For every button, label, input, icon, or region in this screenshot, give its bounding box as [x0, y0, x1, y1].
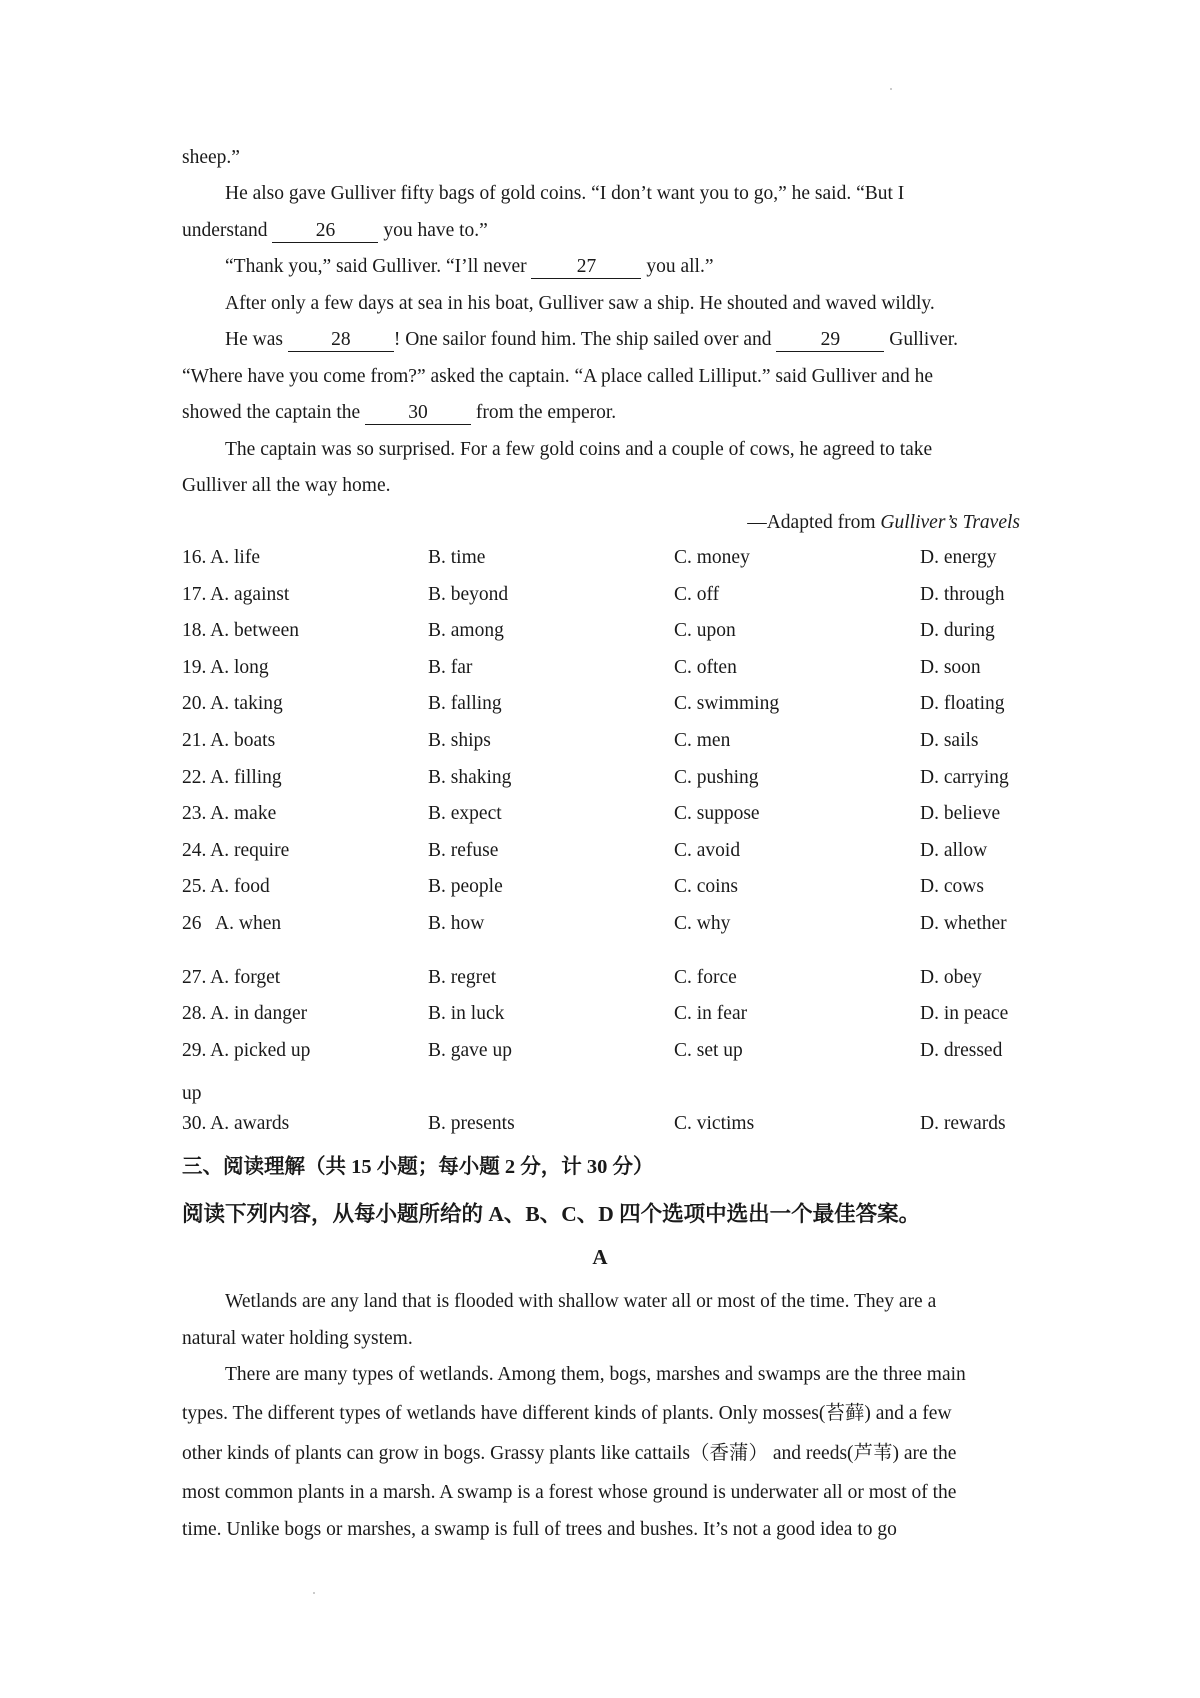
option-28-b: B. in luck — [428, 1003, 505, 1024]
credit-prefix: —Adapted from — [747, 512, 881, 533]
option-25-a: 25. A. food — [182, 876, 270, 897]
option-21-b: B. ships — [428, 730, 491, 751]
option-18-a: 18. A. between — [182, 620, 299, 641]
passage-line: sheep.” — [182, 147, 240, 168]
passage-line: types. The different types of wetlands have different kinds of plants. Only mosses(苔藓) and a few — [182, 1403, 952, 1424]
option-wrap-29: up — [182, 1083, 202, 1104]
option-26-b: B. how — [428, 913, 485, 934]
option-22-a: 22. A. filling — [182, 767, 282, 788]
option-26-a: 26 A. when — [182, 913, 282, 934]
option-23-c: C. suppose — [674, 803, 760, 824]
option-26-c: C. why — [674, 913, 731, 934]
passage-line: Gulliver all the way home. — [182, 475, 391, 496]
option-30-a: 30. A. awards — [182, 1113, 290, 1134]
option-27-a: 27. A. forget — [182, 967, 281, 988]
section-instruction: 阅读下列内容，从每小题所给的 A、B、C、D 四个选项中选出一个最佳答案。 — [182, 1202, 921, 1226]
option-24-c: C. avoid — [674, 840, 741, 861]
blank-28: 28 — [288, 329, 394, 352]
section-heading: 三、阅读理解（共 15 小题；每小题 2 分，计 30 分） — [182, 1156, 654, 1178]
option-16-a: 16. A. life — [182, 547, 260, 568]
option-16-b: B. time — [428, 547, 486, 568]
passage-line — [182, 217, 488, 245]
option-21-d: D. sails — [920, 730, 979, 751]
option-28-c: C. in fear — [674, 1003, 748, 1024]
option-25-c: C. coins — [674, 876, 738, 897]
passage-text: “Thank you,” said Gulliver. “I’ll never — [225, 256, 532, 277]
option-19-c: C. often — [674, 657, 737, 678]
passage-text: from the emperor. — [471, 402, 617, 423]
option-27-b: B. regret — [428, 967, 497, 988]
option-30-c: C. victims — [674, 1113, 755, 1134]
option-20-c: C. swimming — [674, 693, 780, 714]
option-19-d: D. soon — [920, 657, 981, 678]
part-label: A — [592, 1245, 608, 1269]
passage-line: The captain was so surprised. For a few gold coins and a couple of cows, he agreed to take — [225, 439, 933, 460]
option-16-d: D. energy — [920, 547, 997, 568]
credit-title: Gulliver’s Travels — [880, 512, 1020, 533]
blank-27: 27 — [531, 256, 641, 279]
option-28-a: 28. A. in danger — [182, 1003, 308, 1024]
passage-text: Gulliver. — [884, 329, 959, 350]
passage-line: After only a few days at sea in his boat, Gulliver saw a ship. He shouted and waved wildly. — [225, 293, 935, 314]
passage-text: you have to.” — [378, 220, 488, 241]
passage-line: other kinds of plants can grow in bogs. Grassy plants like cattails（香蒲） and reeds(芦苇) are the — [182, 1443, 957, 1464]
option-22-b: B. shaking — [428, 767, 512, 788]
option-17-d: D. through — [920, 584, 1005, 605]
blank-26: 26 — [272, 220, 378, 243]
option-29-d: D. dressed — [920, 1040, 1003, 1061]
option-20-b: B. falling — [428, 693, 502, 714]
passage-line: most common plants in a marsh. A swamp is a forest whose ground is underwater all or most of the — [182, 1482, 957, 1503]
option-23-d: D. believe — [920, 803, 1001, 824]
option-25-b: B. people — [428, 876, 503, 897]
scan-speck — [313, 1592, 315, 1594]
passage-text: showed the captain the — [182, 402, 366, 423]
passage-text: you all.” — [641, 256, 714, 277]
option-23-b: B. expect — [428, 803, 502, 824]
passage-line: He also gave Gulliver fifty bags of gold coins. “I don’t want you to go,” he said. “But I — [225, 183, 905, 204]
option-17-b: B. beyond — [428, 584, 509, 605]
scan-speck — [890, 88, 892, 90]
blank-29: 29 — [776, 329, 884, 352]
option-29-a: 29. A. picked up — [182, 1040, 311, 1061]
option-24-a: 24. A. require — [182, 840, 290, 861]
source-credit — [747, 509, 1020, 537]
option-18-d: D. during — [920, 620, 995, 641]
passage-line: natural water holding system. — [182, 1328, 413, 1349]
passage-line — [225, 253, 714, 281]
option-23-a: 23. A. make — [182, 803, 277, 824]
option-19-a: 19. A. long — [182, 657, 269, 678]
option-30-b: B. presents — [428, 1113, 515, 1134]
option-27-c: C. force — [674, 967, 737, 988]
option-30-d: D. rewards — [920, 1113, 1006, 1134]
option-22-c: C. pushing — [674, 767, 759, 788]
option-18-b: B. among — [428, 620, 504, 641]
blank-30: 30 — [365, 402, 471, 425]
option-20-a: 20. A. taking — [182, 693, 283, 714]
option-28-d: D. in peace — [920, 1003, 1009, 1024]
option-21-a: 21. A. boats — [182, 730, 276, 751]
passage-text: He was — [225, 329, 288, 350]
passage-line: Wetlands are any land that is flooded with shallow water all or most of the time. They are a — [225, 1291, 937, 1312]
passage-text: understand — [182, 220, 273, 241]
passage-line — [182, 399, 616, 427]
option-18-c: C. upon — [674, 620, 736, 641]
passage-text: ! One sailor found him. The ship sailed over and — [393, 329, 777, 350]
option-19-b: B. far — [428, 657, 473, 678]
option-26-d: D. whether — [920, 913, 1007, 934]
passage-line: “Where have you come from?” asked the captain. “A place called Lilliput.” said Gulliver and he — [182, 366, 933, 387]
option-24-d: D. allow — [920, 840, 988, 861]
option-25-d: D. cows — [920, 876, 984, 897]
passage-line: There are many types of wetlands. Among them, bogs, marshes and swamps are the three main — [225, 1364, 966, 1385]
option-27-d: D. obey — [920, 967, 982, 988]
option-20-d: D. floating — [920, 693, 1005, 714]
passage-line: time. Unlike bogs or marshes, a swamp is full of trees and bushes. It’s not a good idea to go — [182, 1519, 897, 1540]
passage-line — [225, 326, 958, 354]
option-24-b: B. refuse — [428, 840, 499, 861]
option-22-d: D. carrying — [920, 767, 1009, 788]
option-16-c: C. money — [674, 547, 750, 568]
option-29-b: B. gave up — [428, 1040, 512, 1061]
option-17-a: 17. A. against — [182, 584, 290, 605]
option-21-c: C. men — [674, 730, 731, 751]
option-17-c: C. off — [674, 584, 720, 605]
option-29-c: C. set up — [674, 1040, 743, 1061]
